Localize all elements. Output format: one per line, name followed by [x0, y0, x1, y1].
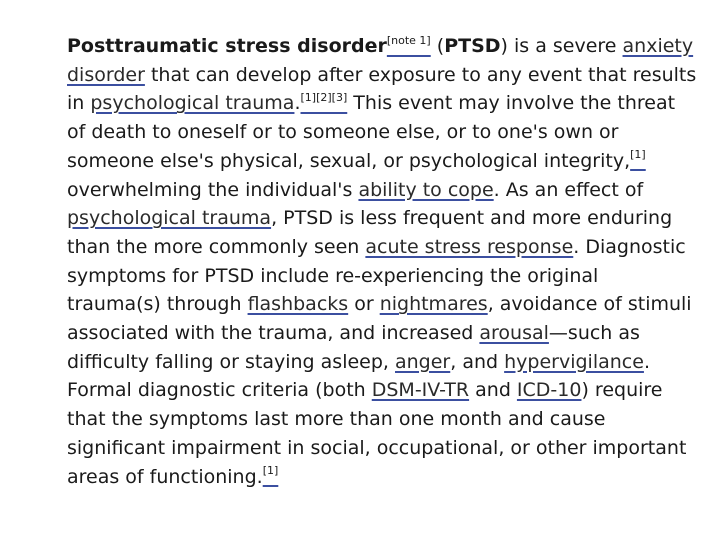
article-term: Posttraumatic stress disorder [67, 35, 387, 57]
text-segment: or [348, 293, 380, 316]
text-segment: ) require that the symptoms last more than one month and cause significant impairment in social, occupational, or other important areas of functioning. [67, 379, 687, 488]
text-segment: . [294, 92, 301, 115]
text-segment: . Diagnostic symptoms for PTSD include re-experiencing the original trauma(s) through [67, 235, 686, 316]
article-abbreviation: PTSD [444, 35, 501, 57]
text-segment: , and [450, 350, 505, 373]
text-segment: —such as difficulty falling or staying asleep, [67, 322, 640, 373]
link-anger[interactable]: anger [395, 350, 451, 373]
citation-ref-1 [630, 148, 646, 161]
text-segment: that can develop after exposure to any event that results in [67, 63, 697, 115]
citation-refs-1-2-3 [301, 91, 348, 104]
footnote-note-1-link[interactable]: [note 1] [386, 33, 431, 47]
link-psychological-trauma[interactable]: psychological trauma [90, 92, 295, 115]
text-segment: , avoidance of stimuli associated with the trauma, and increased [67, 293, 692, 345]
footnote-note-1 [387, 34, 431, 47]
link-flashbacks[interactable]: flashbacks [247, 293, 349, 316]
link-hypervigilance[interactable]: hypervigilance [504, 350, 644, 373]
link-nightmares[interactable]: nightmares [379, 293, 488, 316]
citation-ref-1-link[interactable]: [1] [630, 148, 646, 162]
citation-refs-1-2-3-link[interactable]: [1][2][3] [300, 91, 348, 105]
text-segment: ( [430, 35, 445, 57]
link-acute-stress-response[interactable]: acute stress response [365, 235, 574, 258]
text-segment: . Formal diagnostic criteria (both [67, 350, 650, 402]
text-segment: and [469, 379, 517, 402]
text-segment: . As an effect of [493, 178, 644, 201]
article-paragraph [67, 32, 697, 491]
link-icd-10[interactable]: ICD-10 [516, 379, 582, 402]
link-psychological-trauma-2[interactable]: psychological trauma [67, 207, 272, 230]
text-segment: overwhelming the individual's [67, 178, 359, 201]
text-segment: ) is a severe [500, 35, 623, 57]
link-ability-to-cope[interactable]: ability to cope [358, 178, 494, 201]
link-dsm-iv-tr[interactable]: DSM-IV-TR [371, 379, 470, 402]
link-arousal[interactable]: arousal [479, 322, 549, 345]
citation-ref-1-end-link[interactable]: [1] [262, 464, 279, 478]
link-anxiety-disorder[interactable]: anxiety disorder [67, 35, 694, 86]
text-segment: This event may involve the threat of death to oneself or to someone else, or to one's own or someone else's physical, sexual, or psychological integrity, [67, 92, 676, 172]
text-segment: , PTSD is less frequent and more enduring than the more commonly seen [67, 207, 673, 258]
citation-ref-1-end [263, 464, 279, 477]
